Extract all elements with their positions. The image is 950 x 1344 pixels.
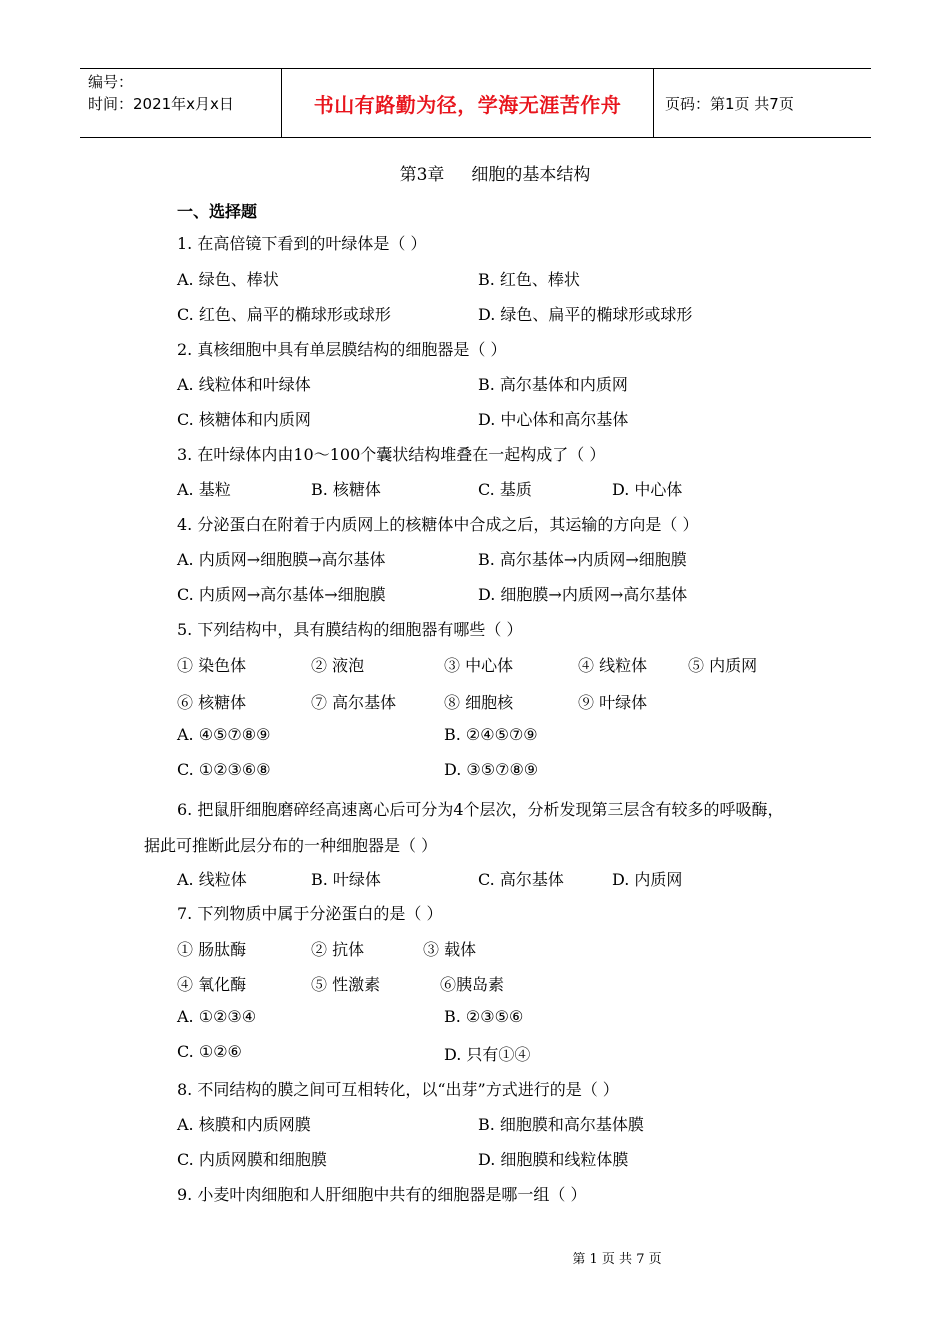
header-divider (653, 69, 654, 137)
answer-option: C. 基质 (478, 480, 532, 499)
chapter-title: 第3章 细胞的基本结构 (399, 165, 591, 185)
answer-option: D. 中心体和高尔基体 (478, 410, 629, 429)
answer-option: B. 红色、棒状 (478, 270, 580, 289)
answer-option: A. 内质网→细胞膜→高尔基体 (177, 550, 386, 569)
structure-item: ② 液泡 (311, 656, 365, 675)
structure-item: ⑥ 核糖体 (177, 693, 247, 712)
answer-option: C. 内质网膜和细胞膜 (177, 1150, 327, 1169)
substance-item: ⑥胰岛素 (440, 975, 505, 994)
answer-option: A. ①②③④ (177, 1007, 257, 1026)
structure-item: ⑧ 细胞核 (444, 693, 514, 712)
answer-option: A. 线粒体 (177, 870, 247, 889)
number-label: 编号： (88, 73, 134, 91)
time-label: 时间：2021年x月x日 (88, 95, 234, 113)
structure-item: ⑨ 叶绿体 (578, 693, 648, 712)
answer-option: D. 中心体 (612, 480, 683, 499)
header-motto: 书山有路勤为径，学海无涯苦作舟 (313, 93, 622, 117)
structure-item: ⑦ 高尔基体 (311, 693, 397, 712)
answer-option: A. ④⑤⑦⑧⑨ (177, 725, 271, 744)
answer-option: D. 细胞膜→内质网→高尔基体 (478, 585, 688, 604)
substance-item: ⑤ 性激素 (311, 975, 381, 994)
substance-item: ④ 氧化酶 (177, 975, 247, 994)
substance-item: ③ 载体 (423, 940, 477, 959)
structure-item: ① 染色体 (177, 656, 247, 675)
answer-option: B. 细胞膜和高尔基体膜 (478, 1115, 644, 1134)
question-stem: 2. 真核细胞中具有单层膜结构的细胞器是（ ） (177, 340, 507, 359)
document-header (80, 68, 871, 138)
answer-option: D. 只有①④ (444, 1045, 531, 1064)
question-stem: 1. 在高倍镜下看到的叶绿体是（ ） (177, 234, 427, 253)
page-footer: 第 1 页 共 7 页 (572, 1252, 662, 1267)
answer-option: D. 绿色、扁平的椭球形或球形 (478, 305, 693, 324)
answer-option: B. 高尔基体→内质网→细胞膜 (478, 550, 687, 569)
answer-option: B. ②③⑤⑥ (444, 1007, 524, 1026)
substance-item: ① 肠肽酶 (177, 940, 247, 959)
question-stem: 4. 分泌蛋白在附着于内质网上的核糖体中合成之后，其运输的方向是（ ） (177, 515, 699, 534)
structure-item: ④ 线粒体 (578, 656, 648, 675)
substance-item: ② 抗体 (311, 940, 365, 959)
answer-option: C. 红色、扁平的椭球形或球形 (177, 305, 391, 324)
answer-option: B. 核糖体 (311, 480, 381, 499)
question-stem: 7. 下列物质中属于分泌蛋白的是（ ） (177, 904, 443, 923)
section-title: 一、选择题 (177, 202, 258, 221)
header-page-info: 页码：第1页 共7页 (665, 95, 794, 113)
answer-option: B. ②④⑤⑦⑨ (444, 725, 538, 744)
structure-item: ③ 中心体 (444, 656, 514, 675)
answer-option: D. 细胞膜和线粒体膜 (478, 1150, 629, 1169)
answer-option: A. 基粒 (177, 480, 231, 499)
question-stem: 9. 小麦叶肉细胞和人肝细胞中共有的细胞器是哪一组（ ） (177, 1185, 587, 1204)
answer-option: C. ①②⑥ (177, 1042, 242, 1061)
answer-option: D. ③⑤⑦⑧⑨ (444, 760, 539, 779)
answer-option: C. 内质网→高尔基体→细胞膜 (177, 585, 386, 604)
answer-option: D. 内质网 (612, 870, 683, 889)
answer-option: B. 高尔基体和内质网 (478, 375, 628, 394)
question-stem-continued: 据此可推断此层分布的一种细胞器是（ ） (144, 836, 438, 855)
header-meta (88, 71, 234, 115)
answer-option: C. 核糖体和内质网 (177, 410, 311, 429)
answer-option: B. 叶绿体 (311, 870, 381, 889)
question-stem: 8. 不同结构的膜之间可互相转化，以“出芽”方式进行的是（ ） (177, 1080, 619, 1099)
question-stem: 5. 下列结构中，具有膜结构的细胞器有哪些（ ） (177, 620, 523, 639)
question-stem: 6. 把鼠肝细胞磨碎经高速离心后可分为4个层次，分析发现第三层含有较多的呼吸酶， (177, 800, 784, 819)
answer-option: A. 线粒体和叶绿体 (177, 375, 311, 394)
answer-option: A. 绿色、棒状 (177, 270, 279, 289)
question-stem: 3. 在叶绿体内由10～100个囊状结构堆叠在一起构成了（ ） (177, 445, 606, 464)
structure-item: ⑤ 内质网 (688, 656, 758, 675)
answer-option: C. ①②③⑥⑧ (177, 760, 271, 779)
answer-option: A. 核膜和内质网膜 (177, 1115, 311, 1134)
answer-option: C. 高尔基体 (478, 870, 564, 889)
